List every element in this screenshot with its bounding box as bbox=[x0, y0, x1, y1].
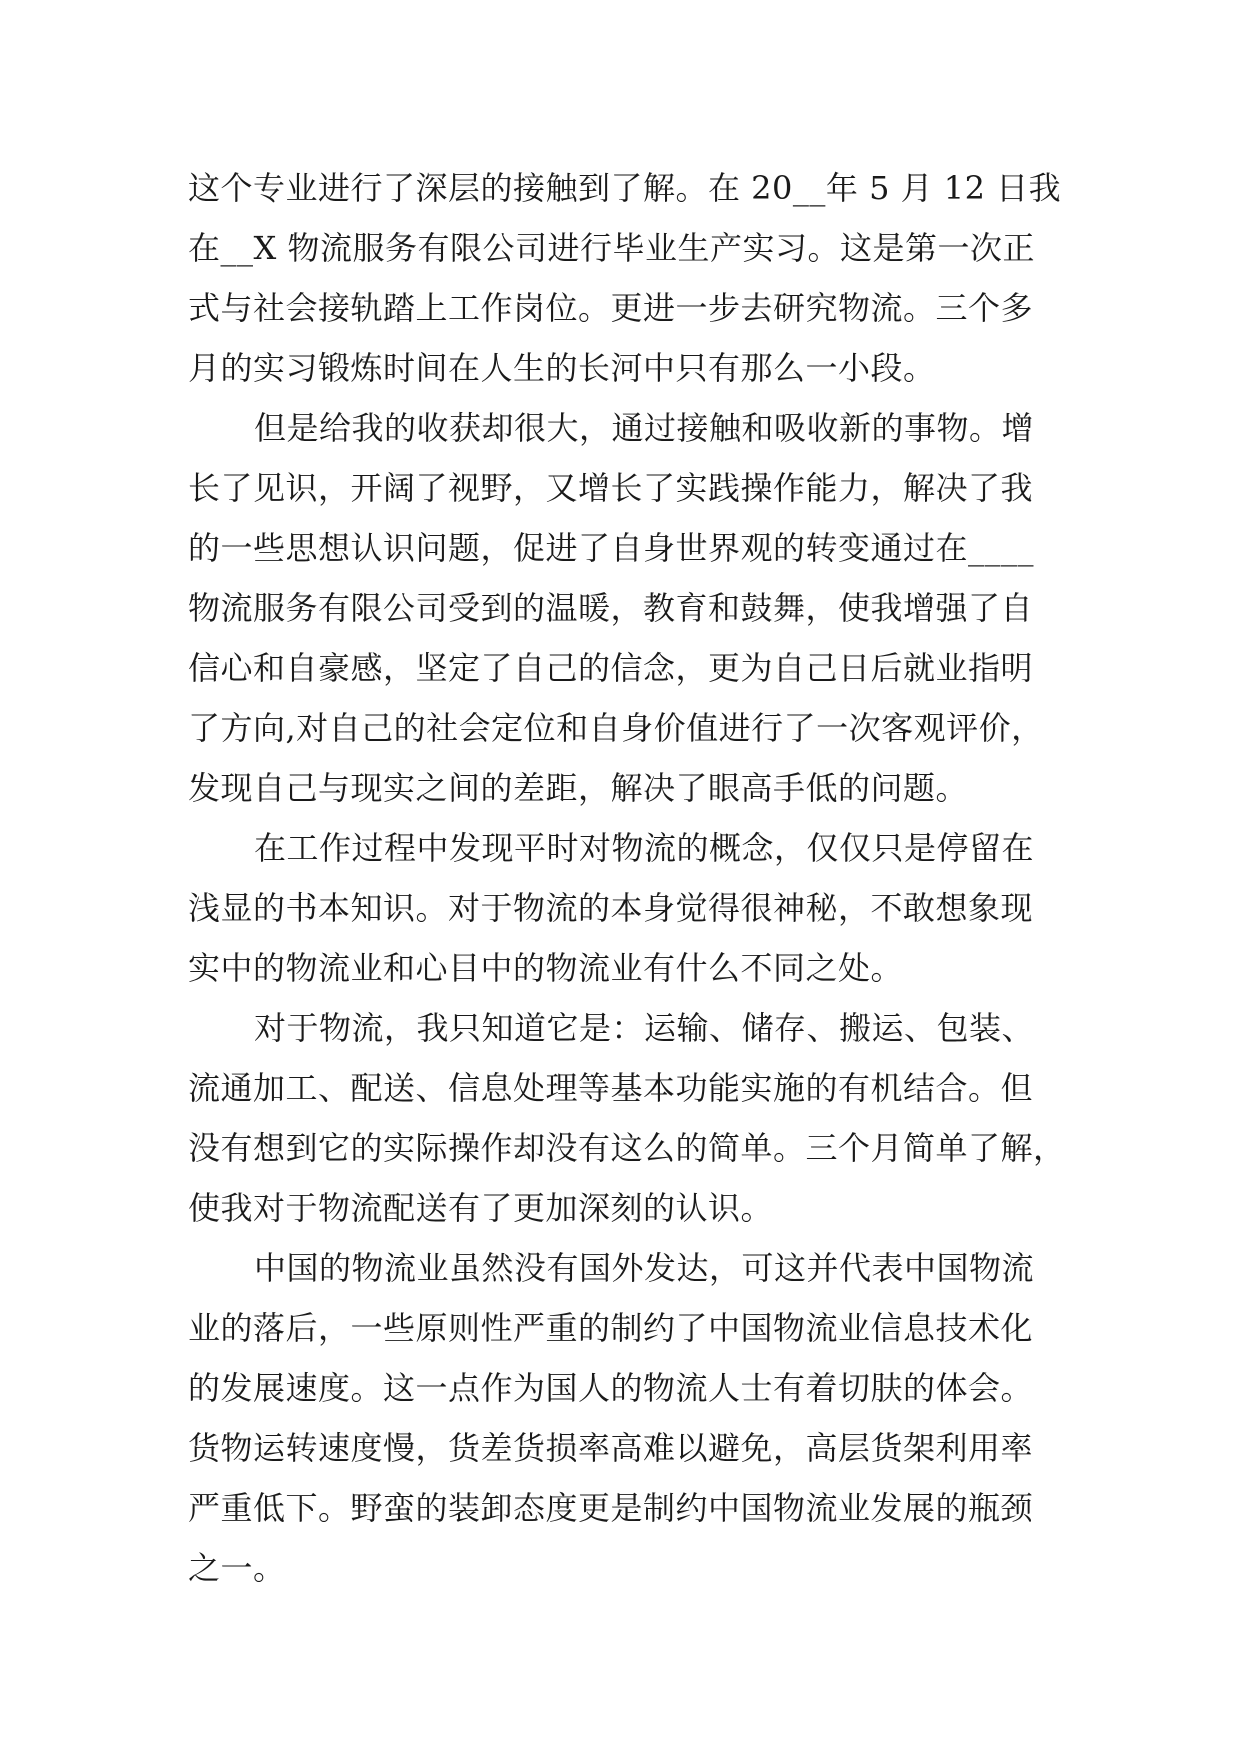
text-line: 实中的物流业和心目中的物流业有什么不同之处。 bbox=[188, 949, 904, 987]
paragraph bbox=[188, 818, 1058, 998]
paragraph bbox=[188, 158, 1062, 398]
text-line: 长了见识，开阔了视野，又增长了实践操作能力，解决了我 bbox=[188, 469, 1034, 507]
text-line: 信心和自豪感，坚定了自己的信念，更为自己日后就业指明 bbox=[188, 649, 1034, 687]
paragraph bbox=[188, 1238, 1058, 1598]
text-line: 没有想到它的实际操作却没有这么的简单。三个月简单了解， bbox=[188, 1129, 1066, 1167]
document-body bbox=[188, 158, 1066, 1598]
text-line: 中国的物流业虽然没有国外发达，可这并代表中国物流 bbox=[254, 1249, 1035, 1287]
text-line: 对于物流，我只知道它是：运输、储存、搬运、包装、 bbox=[254, 1009, 1035, 1047]
text-line: 了方向,对自己的社会定位和自身价值进行了一次客观评价， bbox=[188, 709, 1044, 747]
paragraph bbox=[188, 998, 1066, 1238]
text-line: 物流服务有限公司受到的温暖，教育和鼓舞，使我增强了自 bbox=[188, 589, 1034, 627]
text-line: 货物运转速度慢，货差货损率高难以避免，高层货架利用率 bbox=[188, 1429, 1034, 1467]
text-line: 在__X 物流服务有限公司进行毕业生产实习。这是第一次正 bbox=[188, 229, 1035, 267]
text-line: 式与社会接轨踏上工作岗位。更进一步去研究物流。三个多 bbox=[188, 289, 1034, 327]
text-line: 但是给我的收获却很大，通过接触和吸收新的事物。增 bbox=[254, 409, 1035, 447]
text-line: 流通加工、配送、信息处理等基本功能实施的有机结合。但 bbox=[188, 1069, 1034, 1107]
text-line: 业的落后，一些原则性严重的制约了中国物流业信息技术化 bbox=[188, 1309, 1034, 1347]
text-line: 使我对于物流配送有了更加深刻的认识。 bbox=[188, 1189, 774, 1227]
paragraph bbox=[188, 398, 1058, 818]
text-line: 严重低下。野蛮的装卸态度更是制约中国物流业发展的瓶颈 bbox=[188, 1489, 1034, 1527]
text-line: 之一。 bbox=[188, 1549, 286, 1587]
text-line: 月的实习锻炼时间在人生的长河中只有那么一小段。 bbox=[188, 349, 936, 387]
text-line: 在工作过程中发现平时对物流的概念，仅仅只是停留在 bbox=[254, 829, 1035, 867]
text-line: 浅显的书本知识。对于物流的本身觉得很神秘，不敢想象现 bbox=[188, 889, 1034, 927]
text-line: 发现自己与现实之间的差距，解决了眼高手低的问题。 bbox=[188, 769, 969, 807]
text-line: 的发展速度。这一点作为国人的物流人士有着切肤的体会。 bbox=[188, 1369, 1034, 1407]
text-line: 的一些思想认识问题，促进了自身世界观的转变通过在____ bbox=[188, 529, 1035, 567]
text-line: 这个专业进行了深层的接触到了解。在 20__年 5 月 12 日我 bbox=[188, 169, 1062, 207]
